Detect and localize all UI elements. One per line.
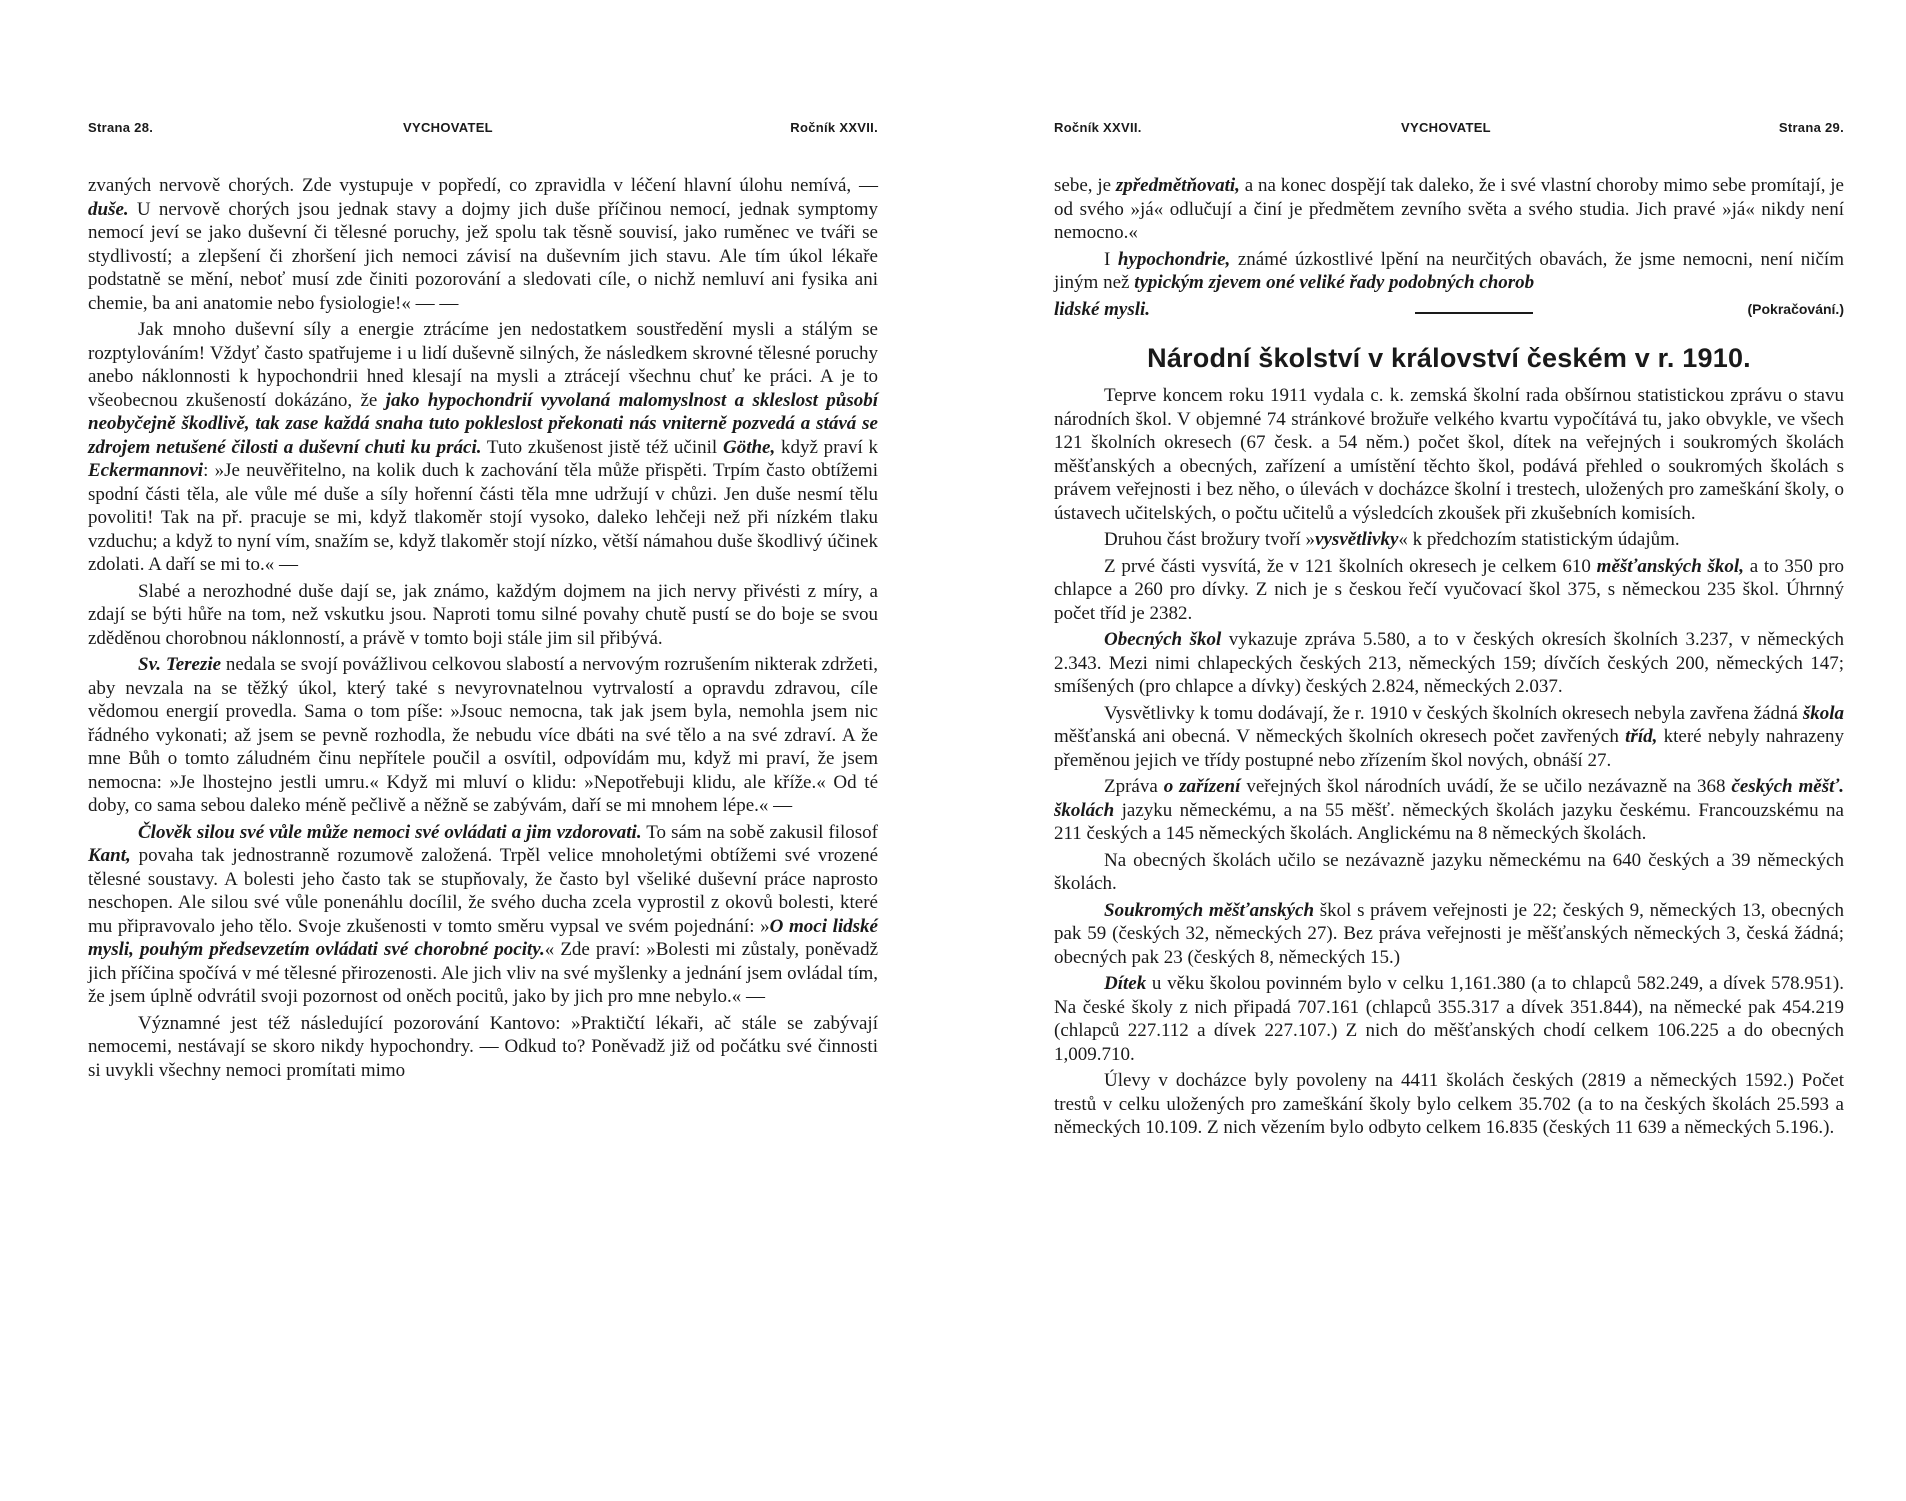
text-run: Významné jest též následující pozorování Kantovo: »Praktičtí lékaři, ač stále se zabývají nemocemi, nestávají se skoro nikdy hypochondry. — Odkud to? Poněvadž již od počátku své činnosti si uvykli všechny nemoci promítati mimo xyxy=(88,1012,878,1081)
article-signoff xyxy=(1054,298,1844,322)
emphasis-run: o zařízení xyxy=(1163,776,1241,797)
paragraph xyxy=(1054,849,1844,896)
text-run: sebe, je xyxy=(1054,175,1116,196)
text-run: když praví k xyxy=(775,436,878,458)
text-run: Na obecných školách učilo se nezávazně jazyku německému na 640 českých a 39 německých školách. xyxy=(1054,849,1844,894)
right-page xyxy=(1054,110,1844,1450)
text-run: známé úzkostlivé lpění na neurčitých obavách, že jsme nemocni, není ničím jiným než xyxy=(1054,248,1844,293)
text-run: škol s právem veřejnosti je 22; českých 9, německých 13, obecných pak 59 (českých 32, německých 27). Bez práva veřejnosti je měšťanských německých 3, česká žádná; obecných pak 23 (českých 8, německých 15.) xyxy=(1054,899,1844,968)
paragraph xyxy=(88,821,878,1009)
paragraph xyxy=(1054,899,1844,970)
running-head xyxy=(1054,110,1844,140)
signoff-lead: lidské mysli. xyxy=(1054,298,1151,320)
emphasis-run: zpředmětňovati, xyxy=(1115,175,1240,196)
text-run: které nebyly nahrazeny přeměnou jejich ve třídy postupné nebo zřízením škol nových, obnáší 27. xyxy=(1054,726,1844,771)
text-run: Vysvětlivky k tomu dodávají, že r. 1910 v českých školních okresech nebyla zavřena žádná xyxy=(1104,702,1803,724)
emphasis-run: Göthe, xyxy=(722,436,776,458)
text-run: zvaných nervově chorých. Zde vystupuje v popředí, co zpravidla v léčení hlavní úlohu nemívá, — xyxy=(88,175,878,196)
emphasis-run: Soukromých měšťanských xyxy=(1104,899,1315,921)
emphasis-run: tříd, xyxy=(1625,726,1658,747)
emphasis-run: duše. xyxy=(88,198,129,220)
text-run: To sám na sobě zakusil filosof xyxy=(641,821,878,843)
emphasis-run: jako hypochondrií vyvolaná malomyslnost a skleslost působí neobyčejně škodlivě, tak zase každá snaha tuto pokleslost překonati nás vniterně pozvedá a stává se zdrojem netušené čilosti a duševní chuti ku práci. xyxy=(88,389,878,458)
emphasis-run: měšťanských škol, xyxy=(1596,555,1744,577)
paragraph xyxy=(1054,1069,1844,1140)
text-run: povaha tak jednostranně rozumově založená. Trpěl velice mnoholetými obtížemi své vrozené tělesné soustavy. A bolesti jeho často tak se stupňovaly, že často byl všeliké duševní práce naprosto neschopen. Ale silou své vůle ponenáhlu docílil, že svého ducha zcela vyprostil z okovů bolesti, které mu připravovalo jeho tělo. Svoje zkušenosti v tomto směru vypsal ve svém pojednání: » xyxy=(88,845,878,937)
journal-title: VYCHOVATEL xyxy=(403,120,493,135)
text-run: měšťanská ani obecná. V německých školních okresech počet zavřených xyxy=(1054,726,1626,747)
text-run: « Zde praví: »Bolesti mi zůstaly, poněvadž jich příčina spočívá v mé tělesné přirozenosti. Ale jich vliv na své myšlenky a jednání jsem ovládal tím, že jsem úplně odvrátil svoji pozornost od oněch pocitů, jako by jich pro mne nebylo.« — xyxy=(88,939,879,1007)
volume-label: Ročník XXVII. xyxy=(790,120,878,135)
text-run: a to 350 pro chlapce a 260 pro dívky. Z nich je s českou řečí vyučovací škol 375, s německou 235 škol. Úhrnný počet tříd je 2382. xyxy=(1054,555,1844,624)
paragraph xyxy=(1054,972,1844,1066)
paragraph xyxy=(1054,775,1844,846)
volume-label: Ročník XXVII. xyxy=(1054,120,1142,135)
paragraph xyxy=(88,318,878,577)
page-number: Strana 28. xyxy=(88,120,154,135)
paragraph xyxy=(1054,702,1844,773)
text-run: Tuto zkušenost jistě též učinil xyxy=(481,436,723,458)
paragraph xyxy=(1054,628,1844,699)
left-body xyxy=(88,174,878,1082)
text-run: : »Je neuvěřitelno, na kolik duch k zachování těla může přispěti. Trpím často obtížemi spodní části těla, ale vůle mé duše a síly hořenní části těla mne udržují v chůzi. Jen duše nesmí tělu povoliti! Tak na př. pracuje se mi, když tlakoměr stojí vysoko, daleko lehčeji než při nízkém tlaku vzduchu; a když to nyní vím, snažím se, když tlakoměr stojí nízko, větší námahou duše škodlivý účinek zdolati. A daří se mi to.« — xyxy=(88,460,878,575)
text-run: U nervově chorých jsou jednak stavy a dojmy jich duše příčinou nemocí, jednak symptomy nemocí jeví se jako duševní či tělesné poruchy, jež spolu tak těsně souvisí, jako ruměnec ve tváři se stydlivostí; a zlepšení či zhoršení jich nemoci závisí na duševním jich stavu. Ale tím úkol lékaře podstatně se mění, neboť musí zde činiti pozorování a sledovati cíle, o nichž nemluví ani fysika ani chemie, ba ani anatomie nebo fysiologie!« — — xyxy=(88,198,878,314)
emphasis-run: vysvětlivky xyxy=(1315,529,1399,550)
text-run: a na konec dospějí tak daleko, že i své vlastní choroby mimo sebe promítají, je od svého »já« odlučují a činí je předmětem zevního světa a svého studia. Jich pravé »já« nikdy není nemocno.« xyxy=(1054,175,1844,243)
continued-note: (Pokračování.) xyxy=(1747,300,1844,317)
paragraph xyxy=(1054,555,1844,626)
paragraph xyxy=(1054,528,1844,552)
paragraph xyxy=(1054,174,1844,245)
section-title: Národní školství v království českém v r. 1910. xyxy=(1147,343,1751,373)
running-head xyxy=(88,110,878,140)
page-number: Strana 29. xyxy=(1778,120,1844,135)
text-run: Slabé a nerozhodné duše dají se, jak známo, každým dojmem na jich nervy přivésti z míry, a zdají se býti hůře na tom, než vskutku jsou. Naproti tomu silné povahy chutě pustí se do boje se svou zděděnou chorobnou náklonností, a právě v tomto boji stále jim sil přibývá. xyxy=(88,580,878,649)
text-run: nedala se svojí povážlivou celkovou slabostí a nervovým rozrušením nikterak zdržeti, aby nevzala na se těžký úkol, který také s nevyrovnatelnou vytrvalostí a opravdu zdravou, cíle vědomou energií provedla. Sama o tom píše: »Jsouc nemocna, tak jak jsem byla, nemohla jsem nic řádného vykonati; až jsem se pevně rozhodla, že nebudu více dbáti na své tělo a na své zdraví. A že mne Bůh o tomto záludném činu nepřítele poučil a osvítil, odpovídám mu, když mi praví, že jsem nemocna: »Je lhostejno jestli umru.« Když mi mluví o klidu: »Nepotřebuji klidu, ale kříže.« Od té doby, co sama sebou daleko méně pečlivě a něžně se zabývám, daří se mi mnohem lépe.« — xyxy=(88,654,878,816)
text-run: « k předchozím statistickým údajům. xyxy=(1398,529,1680,550)
emphasis-run: škola xyxy=(1802,702,1844,724)
paragraph xyxy=(1054,384,1844,525)
paragraph xyxy=(88,1012,878,1083)
text-run: Druhou část brožury tvoří » xyxy=(1104,529,1316,550)
emphasis-run: Člověk silou své vůle může nemoci své ovládati a jim vzdorovati. xyxy=(138,821,642,843)
emphasis-run: hypochondrie, xyxy=(1117,248,1231,270)
paragraph xyxy=(88,580,878,651)
text-run: u věku školou povinném bylo v celku 1,161.380 (a to chlapců 582.249, a dívek 578.951). Na české školy z nich připadá 707.161 (chlapců 355.317 a dívek 351.844), na německé pak 454.219 (chlapců 227.112 a dívek 227.107.) Z nich do měšťanských chodí celkem 106.225 a do obecných 1,009.710. xyxy=(1054,973,1844,1065)
left-page xyxy=(88,110,878,1450)
emphasis-run: Dítek xyxy=(1104,973,1147,994)
text-run: jazyku německému, a na 55 měšť. německých školách jazyku českému. Francouzskému na 211 českých a 145 německých školách. Anglickému na 8 německých školách. xyxy=(1054,799,1844,844)
text-run: Úlevy v docházce byly povoleny na 4411 školách českých (2819 a německých 1592.) Počet trestů v celku uložených pro zameškání školy bylo celkem 35.702 (a to na českých školách 25.593 a německých 10.109. Z nich vězením bylo odbyto celkem 16.835 (českých 11 639 a německých 5.196.). xyxy=(1054,1070,1844,1138)
paragraph xyxy=(88,174,878,315)
emphasis-run: Kant, xyxy=(88,845,131,866)
paragraph xyxy=(88,653,878,818)
emphasis-run: Eckermannovi xyxy=(88,460,204,481)
text-run: veřejných škol národních uvádí, že se učilo nezávazně na 368 xyxy=(1240,776,1732,797)
emphasis-run: českých měšť. školách xyxy=(1054,776,1844,821)
emphasis-run: Obecných škol xyxy=(1104,629,1222,650)
divider-rule xyxy=(1415,312,1533,314)
emphasis-run: typickým zjevem oné veliké řady podobných chorob xyxy=(1134,272,1535,293)
journal-title: VYCHOVATEL xyxy=(1401,120,1491,135)
emphasis-run: Sv. Terezie xyxy=(138,654,222,675)
right-body xyxy=(1054,174,1844,1140)
text-run: I xyxy=(1104,248,1118,270)
text-run: Jak mnoho duševní síly a energie ztrácíme jen nedostatkem soustředění mysli a stálým se rozptylováním! Vždyť často spatřujeme i u lidí duševně silných, že následkem skrovné tělesné poruchy anebo náklonnosti k hypochondrii hned klesají na mysli a ztrácejí všechnu chuť ke práci. A je to všeobecnou zkušeností dokázáno, že xyxy=(88,319,878,411)
emphasis-run: O moci lidské mysli, pouhým předsevzetím ovládati své chorobné pocity. xyxy=(88,915,878,960)
paragraph xyxy=(1054,248,1844,295)
text-run: vykazuje zpráva 5.580, a to v českých okresích školních 3.237, v německých 2.343. Mezi nimi chlapeckých českých 213, německých 159; dívčích českých 200, německých 147; smíšených (pro chlapce a dívky) českých 2.824, německých 2.037. xyxy=(1054,629,1844,697)
text-run: Z prvé části vysvítá, že v 121 školních okresech je celkem 610 xyxy=(1104,555,1597,577)
text-run: Zpráva xyxy=(1104,776,1164,797)
text-run: Teprve koncem roku 1911 vydala c. k. zemská školní rada obšírnou statistickou zprávu o stavu národních škol. V objemné 74 stránkové brožuře velkého kvartu vypočítává tu, jako obvykle, ve všech 121 školních okresech (67 česk. a 54 něm.) počet škol, dítek na veřejných i soukromých školách měšťanských a obecných, zařízení a umístění těchto škol, podává přehled o soukromých školách s právem veřejnosti i bez něho, o úlevách v docházce školní i trestech, uložených pro zameškání školy, o ústavech učitelských, o počtu učitelů a výsledcích zkoušek při zkušebních komisích. xyxy=(1054,385,1844,524)
